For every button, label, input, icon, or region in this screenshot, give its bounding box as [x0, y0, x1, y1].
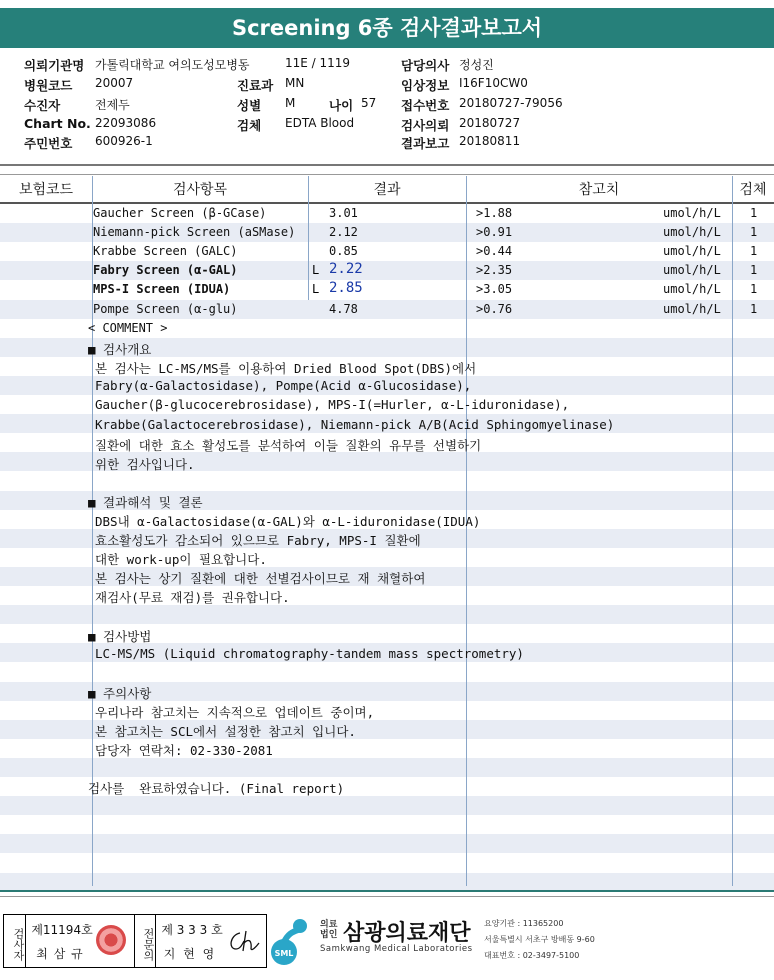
comment-line	[0, 606, 774, 625]
comment-text: ■ 검사방법	[88, 628, 152, 644]
report-label: 결과보고	[401, 136, 450, 151]
chart-value: 22093086	[95, 116, 157, 130]
inst-value: 가톨릭대학교 여의도성모병동	[95, 58, 250, 72]
clinical-value: I16F10CW0	[459, 76, 528, 90]
org-phone: 대표번호 : 02-3497-5100	[484, 951, 580, 960]
doctor-label: 담당의사	[401, 58, 450, 73]
result-value: 4.78	[329, 301, 358, 316]
specimen-value: EDTA Blood	[285, 116, 355, 130]
result-value: 2.85	[329, 280, 363, 297]
svg-text:SML: SML	[274, 949, 294, 958]
comment-line	[0, 758, 774, 777]
reference-value: >0.91	[476, 225, 513, 240]
comment-line	[0, 567, 774, 586]
chart-label: Chart No.	[24, 116, 91, 131]
test-name: Pompe Screen (α-glu)	[93, 301, 238, 316]
divider	[0, 896, 774, 897]
test-name: Gaucher Screen (β-GCase)	[93, 206, 267, 220]
specimen-count: 1	[750, 244, 758, 259]
result-flag: L	[312, 282, 320, 297]
doctor-value: 정성진	[459, 58, 494, 72]
specimen-count: 1	[750, 263, 758, 278]
comment-section-heading	[0, 338, 774, 357]
comment-text: ■ 결과해석 및 결론	[88, 494, 203, 510]
row-stripe	[0, 873, 774, 892]
comment-text: 담당자 연락처: 02-330-2081	[95, 743, 273, 759]
dept-value: MN	[285, 76, 305, 90]
comment-text: 우리나라 참고치는 지속적으로 업데이트 중이며,	[95, 705, 375, 720]
reference-value: >3.05	[476, 282, 513, 297]
table-row	[0, 261, 774, 280]
comment-text: LC-MS/MS (Liquid chromatography-tandem mass spectrometry)	[95, 645, 524, 661]
table-row	[0, 300, 774, 319]
unit: umol/h/L	[663, 282, 721, 297]
comment-text: ■ 주의사항	[88, 685, 152, 701]
comment-text: 위한 검사입니다.	[95, 456, 195, 472]
tester-name: 최 삼 규	[36, 947, 84, 961]
comment-line	[0, 434, 774, 453]
comment-text: Krabbe(Galactocerebrosidase), Niemann-pick A/B(Acid Sphingomyelinase)	[95, 416, 615, 432]
table-row	[0, 280, 774, 299]
col-header-ref: 참고치	[578, 182, 620, 198]
comment-text: 질환에 대한 효소 활성도를 분석하여 이들 질환의 유무를 선별하기	[95, 437, 482, 453]
unit: umol/h/L	[663, 263, 721, 278]
id-label: 주민번호	[24, 136, 73, 151]
test-name: Niemann-pick Screen (aSMase)	[93, 225, 296, 240]
comment-line	[0, 510, 774, 529]
signature	[226, 929, 262, 960]
test-name: MPS-I Screen (IDUA)	[93, 282, 231, 297]
reference-value: >0.76	[476, 301, 513, 316]
comment-line	[0, 376, 774, 395]
comment-line	[0, 739, 774, 758]
comment-line	[0, 453, 774, 472]
comment-text: 본 참고치는 SCL에서 설정한 참고치 입니다.	[95, 724, 356, 740]
comment-text: 재검사(무료 재검)를 권유합니다.	[95, 590, 290, 606]
final-report-note	[0, 777, 774, 796]
comment-line	[0, 415, 774, 434]
tester-label: 검사자	[4, 915, 26, 967]
comment-line	[0, 644, 774, 663]
result-value: 2.22	[329, 261, 363, 278]
col-header-specimen: 검체	[739, 182, 767, 198]
comment-line	[0, 720, 774, 739]
report-value: 20180811	[459, 134, 521, 148]
table-row	[0, 242, 774, 261]
unit: umol/h/L	[663, 301, 721, 316]
reference-value: >0.44	[476, 244, 513, 259]
reference-value: >1.88	[476, 206, 513, 220]
org-prefix: 의료법인	[320, 920, 338, 940]
comment-line	[0, 548, 774, 567]
specimen-count: 1	[750, 206, 758, 220]
age-value: 57	[361, 96, 377, 110]
col-header-test: 검사항목	[172, 182, 228, 198]
clinical-label: 임상정보	[401, 78, 450, 93]
comment-text: Fabry(α-Galactosidase), Pompe(Acid α-Glucosidase),	[95, 378, 472, 394]
patient-value: 전제두	[95, 98, 130, 112]
inst-label: 의뢰기관명	[24, 58, 85, 73]
test-name: Krabbe Screen (GALC)	[93, 244, 238, 259]
org-address: 서울특별시 서초구 방배동 9-60	[484, 935, 595, 944]
unit: umol/h/L	[663, 244, 721, 259]
result-value: 2.12	[329, 225, 358, 240]
row-stripe	[0, 796, 774, 815]
divider	[0, 174, 774, 175]
hosp-code-value: 20007	[95, 76, 134, 90]
sex-value: M	[285, 96, 296, 110]
org-code: 요양기관 : 11365200	[484, 919, 564, 928]
ward-value: 11E / 1119	[285, 56, 351, 70]
specimen-count: 1	[750, 225, 758, 240]
hosp-code-label: 병원코드	[24, 78, 73, 93]
comment-line	[0, 529, 774, 548]
patient-label: 수진자	[24, 98, 61, 113]
reviewer-no: 제 3 3 3 호	[161, 923, 223, 937]
comment-text: 효소활성도가 감소되어 있으므로 Fabry, MPS-I 질환에	[95, 533, 421, 549]
sex-label: 성별	[237, 98, 262, 113]
result-value: 0.85	[329, 244, 358, 259]
request-value: 20180727	[459, 116, 521, 130]
table-row	[0, 223, 774, 242]
comment-line	[0, 663, 774, 682]
comment-text: Gaucher(β-glucocerebrosidase), MPS-I(=Hurler, α-L-iduronidase),	[95, 397, 570, 413]
request-label: 검사의뢰	[401, 118, 450, 133]
comment-text: 본 검사는 LC-MS/MS를 이용하여 Dried Blood Spot(DBS)에서	[95, 361, 477, 377]
specimen-count: 1	[750, 282, 758, 297]
divider	[0, 890, 774, 892]
sml-logo-icon	[270, 914, 316, 966]
test-name: Fabry Screen (α-GAL)	[93, 263, 238, 278]
seal-stamp	[96, 925, 126, 955]
comment-text: DBS내 α-Galactosidase(α-GAL)와 α-L-iduronidase(IDUA)	[95, 514, 481, 529]
comment-section-heading	[0, 491, 774, 510]
comment-line	[0, 701, 774, 720]
comment-text: 본 검사는 상기 질환에 대한 선별검사이므로 재 채혈하여	[95, 571, 426, 587]
signature-box	[3, 914, 267, 968]
org-english-name: Samkwang Medical Laboratories	[320, 944, 473, 954]
receipt-value: 20180727-79056	[459, 96, 563, 110]
comment-section-heading	[0, 682, 774, 701]
reviewer-label: 전문의	[134, 915, 156, 967]
unit: umol/h/L	[663, 206, 721, 220]
report-title: Screening 6종 검사결과보고서	[0, 8, 774, 48]
table-row	[0, 204, 774, 223]
comment-line	[0, 357, 774, 376]
comment-text: 대한 work-up이 필요합니다.	[95, 552, 267, 568]
result-flag: L	[312, 263, 320, 278]
tester-no: 제11194호	[31, 923, 93, 937]
comment-line	[0, 472, 774, 491]
row-stripe	[0, 834, 774, 853]
table-header	[0, 176, 774, 202]
result-value: 3.01	[329, 206, 358, 220]
reviewer-name: 지 현 영	[163, 947, 217, 961]
comment-line	[0, 395, 774, 414]
comment-line	[0, 586, 774, 605]
divider	[0, 164, 774, 166]
comment-section-heading	[0, 625, 774, 644]
comment-header-text: < COMMENT >	[88, 321, 168, 335]
receipt-label: 접수번호	[401, 98, 450, 113]
final-report-text: 검사를 완료하였습니다. (Final report)	[88, 781, 345, 797]
comment-text: ■ 검사개요	[88, 342, 152, 358]
comment-header	[0, 319, 774, 338]
id-value: 600926-1	[95, 134, 153, 148]
specimen-label: 검체	[237, 118, 262, 133]
dept-label: 진료과	[237, 78, 274, 93]
org-name: 삼광의료재단	[343, 921, 471, 946]
reference-value: >2.35	[476, 263, 513, 278]
col-header-code: 보험코드	[18, 182, 74, 198]
col-header-result: 결과	[373, 182, 401, 198]
patient-info	[0, 52, 774, 162]
specimen-count: 1	[750, 301, 758, 316]
unit: umol/h/L	[663, 225, 721, 240]
age-label: 나이	[329, 98, 354, 113]
